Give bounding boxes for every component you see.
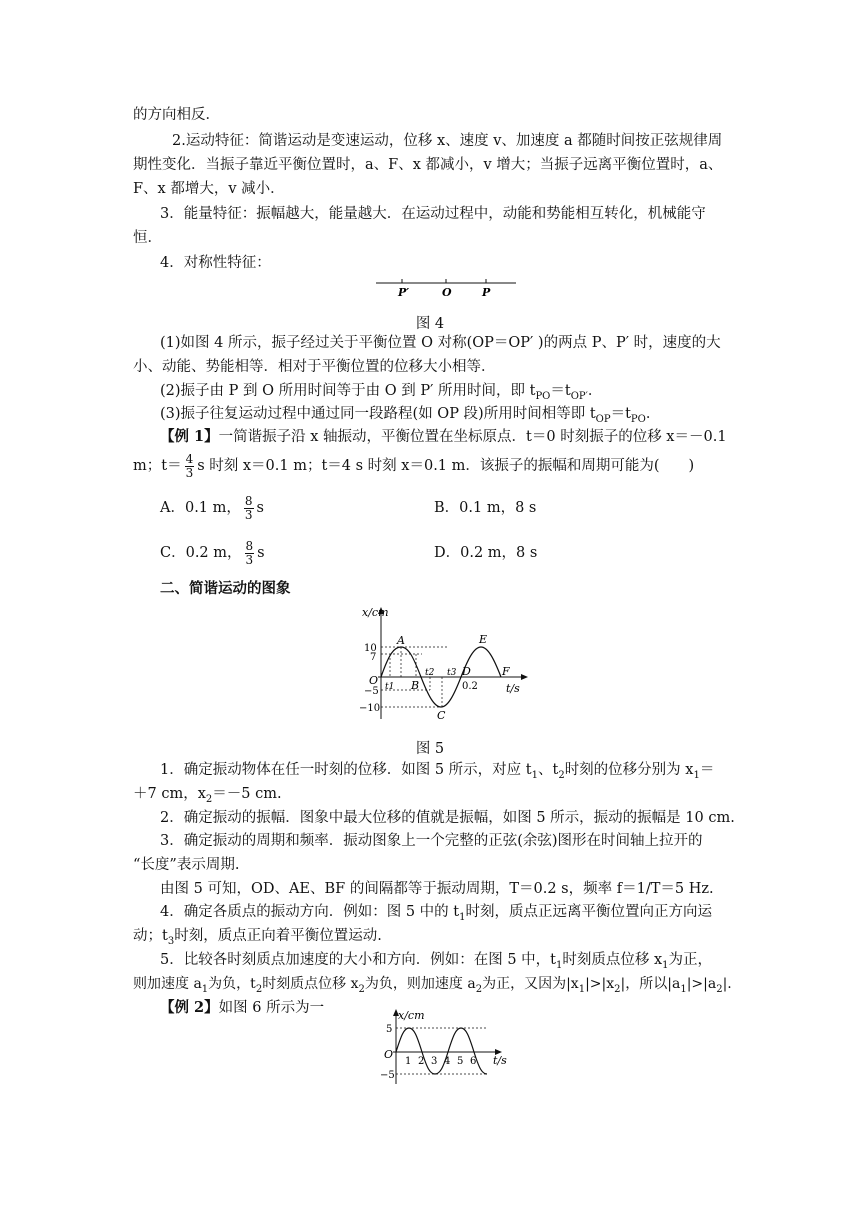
text-line: 3．确定振动的周期和频率．振动图象上一个完整的正弦(余弦)图形在时间轴上拉开的 [160, 833, 703, 849]
label-p-prime: P′ [398, 286, 410, 299]
tick-5: 5 [386, 1024, 393, 1035]
x-tick: 4 [444, 1056, 451, 1067]
text-line: 小、动能、势能相等．相对于平衡位置的位移大小相等． [133, 359, 496, 375]
fraction: $\frac{4}{3}$ [185, 451, 194, 480]
text-line: “长度”表示周期. [133, 857, 240, 873]
text-line: ＋7 cm，$x_2=-5$ cm. [133, 786, 282, 805]
option-a[interactable]: A．0.1 m， $\frac{8}{3}$ s [160, 493, 264, 522]
point-e: E [479, 633, 488, 646]
label-o: O [442, 286, 452, 299]
tick-neg5: −5 [364, 686, 379, 697]
text-line: 2.运动特征：简谐运动是变速运动，位移 x、速度 v、加速度 a 都随时间按正弦规律周 [172, 133, 723, 149]
text-line: (1)如图 4 所示，振子经过关于平衡位置 O 对称(OP＝OP′ )的两点 P、P′ 时，速度的大 [160, 335, 721, 351]
x-tick: 5 [457, 1056, 464, 1067]
text-line: (3)振子往复运动过程中通过同一段路程(如 OP 段)所用时间相等即 $t_{OP}=t_{PO}$． [160, 406, 661, 425]
text-line: 3．能量特征：振幅越大，能量越大．在运动过程中，动能和势能相互转化，机械能守 [160, 206, 706, 222]
example-1-line: m；t＝ $\frac{4}{3}$ s 时刻 x＝0.1 m；t＝4 s 时刻 x＝0.1 m．该振子的振幅和周期可能为( ) [133, 451, 695, 480]
option-d[interactable]: D．0.2 m，8 s [434, 545, 538, 561]
text-line: F、x 都增大，v 减小． [133, 181, 285, 197]
origin-label: O [384, 1048, 394, 1061]
tick-0.2: 0.2 [462, 681, 478, 692]
x-tick: 6 [470, 1056, 477, 1067]
tick-10: 10 [364, 643, 377, 654]
x-axis-label: t/s [493, 1054, 507, 1067]
sine-curve [396, 1028, 487, 1074]
point-f: F [502, 665, 510, 678]
tick-neg10: −10 [359, 703, 381, 714]
example-tag: 【例 1】 [160, 428, 219, 445]
figure-caption: 图 4 [415, 316, 445, 332]
text-line: 则加速度 $a_1$为负，$t_2$时刻质点位移 $x_2$为负，则加速度 $a_2$为正，又因为$|x_1|>|x_2|$，所以$|a_1|>|a_2|$. [133, 976, 732, 995]
text-line: 1．确定振动物体在任一时刻的位移．如图 5 所示，对应 $t_1$、$t_2$时刻的位移分别为 $x_1=$ [160, 762, 715, 781]
point-c: C [437, 709, 446, 722]
point-d: D [462, 665, 471, 678]
option-b[interactable]: B．0.1 m，8 s [434, 500, 537, 516]
text-line: 期性变化．当振子靠近平衡位置时，a、F、x 都减小，v 增大；当振子远离平衡位置时，a、 [133, 157, 723, 173]
time-t2: t2 [425, 668, 435, 678]
text-line: 5．比较各时刻质点加速度的大小和方向．例如：在图 5 中，$t_1$时刻质点位移 $x_1$为正， [160, 952, 713, 971]
origin-label: O [369, 674, 379, 687]
text-line: 的方向相反． [133, 107, 220, 123]
example-1-line: 【例 1】一简谐振子沿 x 轴振动，平衡位置在坐标原点．t＝0 时刻振子的位移 x＝－0.1 [160, 428, 727, 445]
figure-5 [334, 604, 534, 724]
text-line: (2)振子由 P 到 O 所用时间等于由 O 到 P′ 所用时间，即 $t_{PO}=t_{OP'}$． [160, 383, 603, 402]
y-axis-label: x/cm [362, 606, 389, 619]
figure-4 [370, 274, 520, 300]
tick-7: 7 [370, 652, 377, 663]
x-tick: 2 [418, 1056, 425, 1067]
text-line: 动；$t_3$时刻，质点正向着平衡位置运动. [133, 928, 382, 947]
text-line: 4．确定各质点的振动方向．例如：图 5 中的 $t_1$时刻，质点正远离平衡位置向正方向运 [160, 904, 712, 923]
x-axis-arrow-icon [521, 674, 528, 680]
example-2-line: 【例 2】如图 6 所示为一 [160, 999, 325, 1016]
point-a: A [397, 634, 405, 647]
text-line: 4．对称性特征： [160, 255, 271, 271]
option-c[interactable]: C．0.2 m， $\frac{8}{3}$ s [160, 538, 265, 567]
time-t1: t1 [385, 682, 395, 692]
section-heading: 二、简谐运动的图象 [160, 580, 291, 597]
text-line: 由图 5 可知，OD、AE、BF 的间隔都等于振动周期，T＝0.2 s，频率 f＝1/T＝5 Hz. [160, 881, 714, 897]
point-b: B [411, 679, 420, 692]
text-line: 2．确定振动的振幅．图象中最大位移的值就是振幅，如图 5 所示，振动的振幅是 10 cm. [160, 810, 735, 826]
label-p: P [482, 286, 491, 299]
y-axis-label: x/cm [398, 1009, 425, 1022]
figure-caption: 图 5 [415, 741, 445, 757]
figure-6 [368, 1006, 518, 1086]
example-tag: 【例 2】 [160, 999, 219, 1016]
time-t3: t3 [447, 668, 457, 678]
x-tick: 3 [431, 1056, 438, 1067]
x-axis-label: t/s [506, 682, 520, 695]
text-line: 恒． [133, 230, 162, 246]
tick-neg5: −5 [380, 1070, 395, 1081]
x-tick: 1 [405, 1056, 412, 1067]
